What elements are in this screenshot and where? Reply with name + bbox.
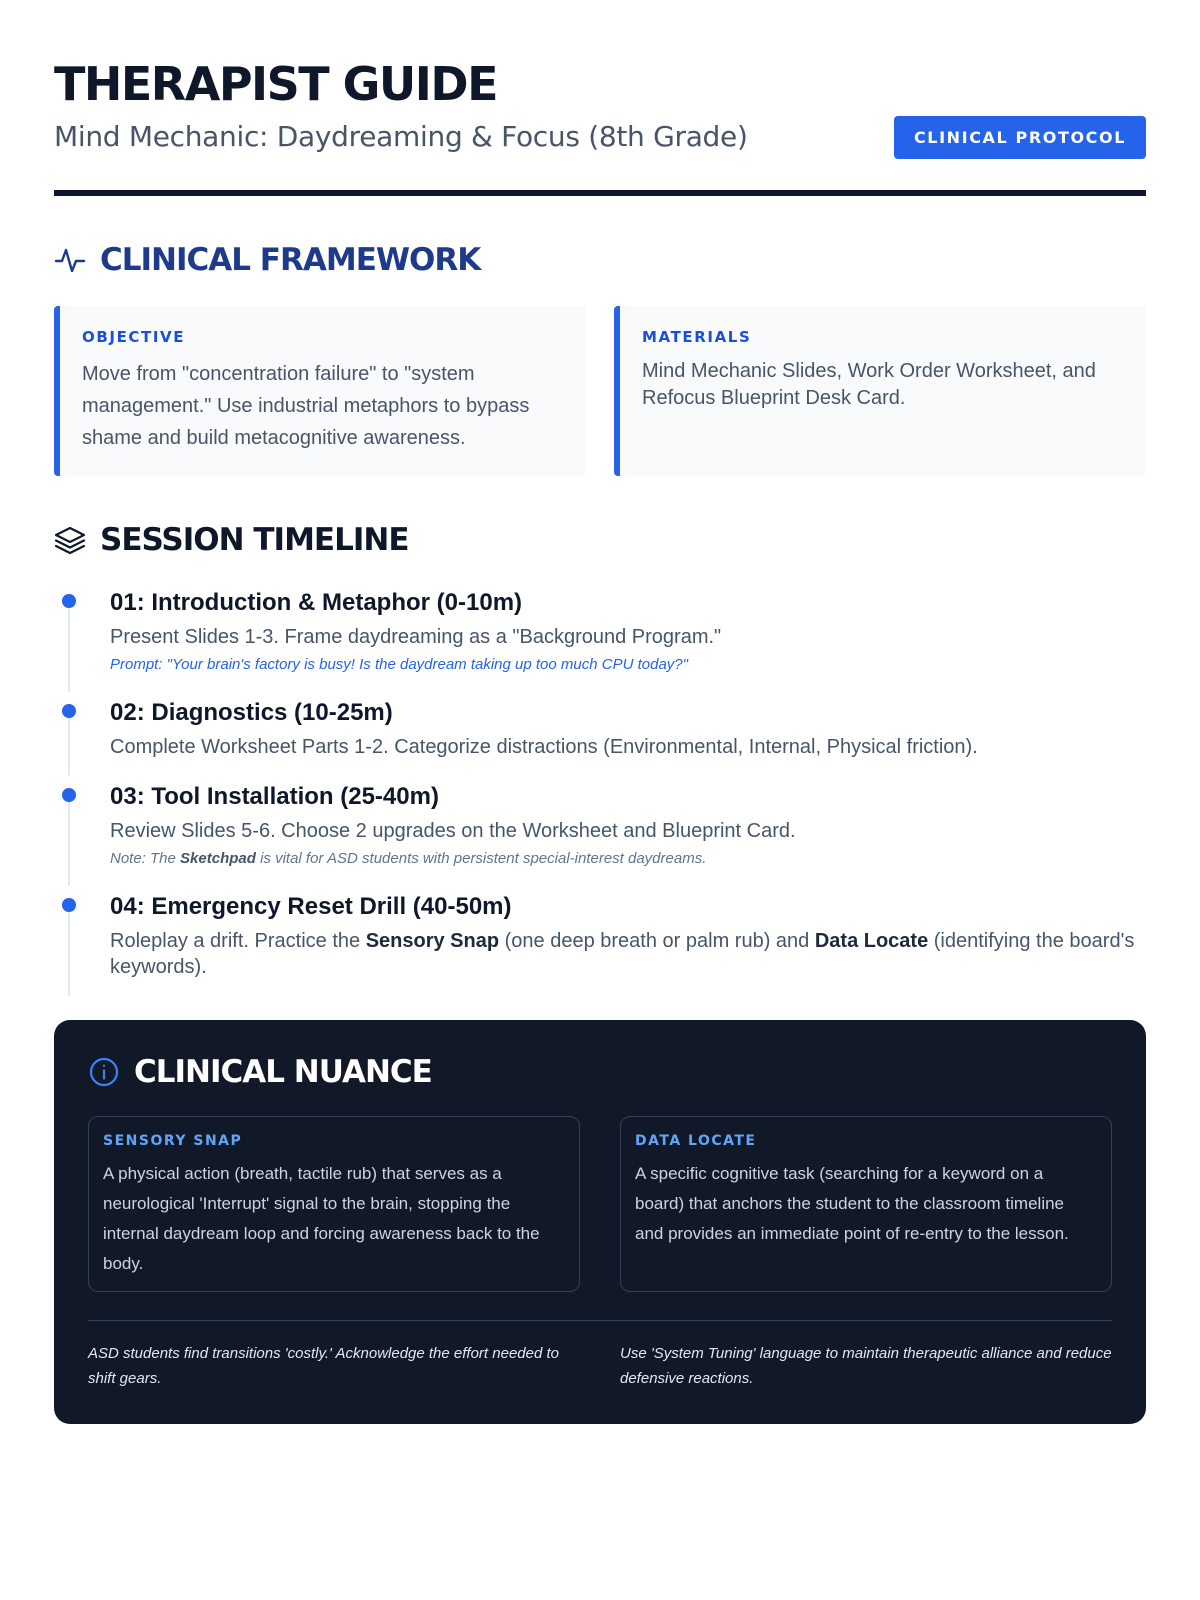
framework-cards (54, 306, 1146, 476)
ncard-label: DATA LOCATE (635, 1133, 757, 1149)
timeline-title: SESSION TIMELINE (100, 522, 409, 558)
materials-label: MATERIALS (642, 328, 752, 346)
nuance-heading (88, 1054, 1112, 1090)
desc-prefix: Roleplay a drift. Practice the (110, 930, 366, 952)
page-subtitle: Mind Mechanic: Daydreaming & Focus (8th Grade) (54, 120, 748, 153)
timeline-heading (54, 522, 1146, 558)
desc-suffix: (identifying the board's keywords). (110, 930, 1135, 978)
step-title: 01: Introduction & Metaphor (0-10m) (110, 589, 523, 616)
pulse-icon (54, 244, 86, 276)
page-title: THERAPIST GUIDE (54, 57, 498, 111)
objective-label: OBJECTIVE (82, 328, 186, 346)
step-title: 03: Tool Installation (25-40m) (110, 783, 439, 810)
header (54, 0, 1146, 196)
step-description: Complete Worksheet Parts 1-2. Categorize distractions (Environmental, Internal, Physical friction). (110, 736, 978, 758)
desc-mid: (one deep breath or palm rub) and (499, 930, 815, 952)
protocol-badge: CLINICAL PROTOCOL (894, 116, 1146, 159)
step-description (110, 928, 1146, 980)
timeline-dot (62, 898, 76, 912)
framework-title: CLINICAL FRAMEWORK (100, 242, 481, 278)
step-note (110, 848, 1146, 870)
ncard-text: A physical action (breath, tactile rub) that serves as a neurological 'Interrupt' signal to the brain, stopping the internal daydream loop and forcing awareness back to the body. (103, 1164, 540, 1273)
ncard-label: SENSORY SNAP (103, 1133, 243, 1149)
nuance-note: Use 'System Tuning' language to maintain therapeutic alliance and reduce defensive reactions. (620, 1345, 1112, 1387)
step-description: Review Slides 5-6. Choose 2 upgrades on the Worksheet and Blueprint Card. (110, 820, 796, 842)
info-icon (88, 1056, 120, 1088)
nuance-cards (88, 1116, 1112, 1292)
sensory-snap-card (88, 1116, 580, 1292)
note-prefix: Note: The (110, 850, 181, 867)
data-locate-card (620, 1116, 1112, 1292)
timeline-dot (62, 788, 76, 802)
desc-bold-data-locate: Data Locate (814, 930, 929, 952)
clinical-nuance-panel (54, 1020, 1146, 1424)
desc-bold-sensory-snap: Sensory Snap (365, 930, 500, 952)
note-bold: Sketchpad (180, 850, 256, 867)
step-title: 04: Emergency Reset Drill (40-50m) (110, 893, 512, 920)
divider (88, 1320, 1112, 1321)
materials-text: Mind Mechanic Slides, Work Order Worksheet, and Refocus Blueprint Desk Card. (642, 360, 1096, 409)
step-description: Present Slides 1-3. Frame daydreaming as a "Background Program." (110, 626, 722, 648)
timeline-dot (62, 594, 76, 608)
materials-card (614, 306, 1146, 476)
timeline-step-2 (54, 698, 1146, 782)
objective-text: Move from "concentration failure" to "system management." Use industrial metaphors to bypass shame and build metacognitive awareness. (82, 363, 530, 449)
timeline-step-1 (54, 588, 1146, 698)
nuance-note: ASD students find transitions 'costly.' Acknowledge the effort needed to shift gears. (88, 1345, 559, 1387)
nuance-notes (88, 1341, 1112, 1391)
framework-heading (54, 242, 1146, 278)
nuance-title: CLINICAL NUANCE (134, 1054, 432, 1090)
step-prompt: Prompt: "Your brain's factory is busy! Is the daydream taking up too much CPU today?" (110, 656, 688, 673)
step-title: 02: Diagnostics (10-25m) (110, 699, 393, 726)
timeline-dot (62, 704, 76, 718)
objective-card (54, 306, 586, 476)
timeline-step-3 (54, 782, 1146, 892)
session-timeline (54, 588, 1146, 1002)
layers-icon (54, 524, 86, 556)
timeline-step-4 (54, 892, 1146, 1002)
note-suffix: is vital for ASD students with persistent special-interest daydreams. (255, 850, 707, 867)
ncard-text: A specific cognitive task (searching for a keyword on a board) that anchors the student to the classroom timeline and provides an immediate point of re-entry to the lesson. (635, 1164, 1069, 1243)
